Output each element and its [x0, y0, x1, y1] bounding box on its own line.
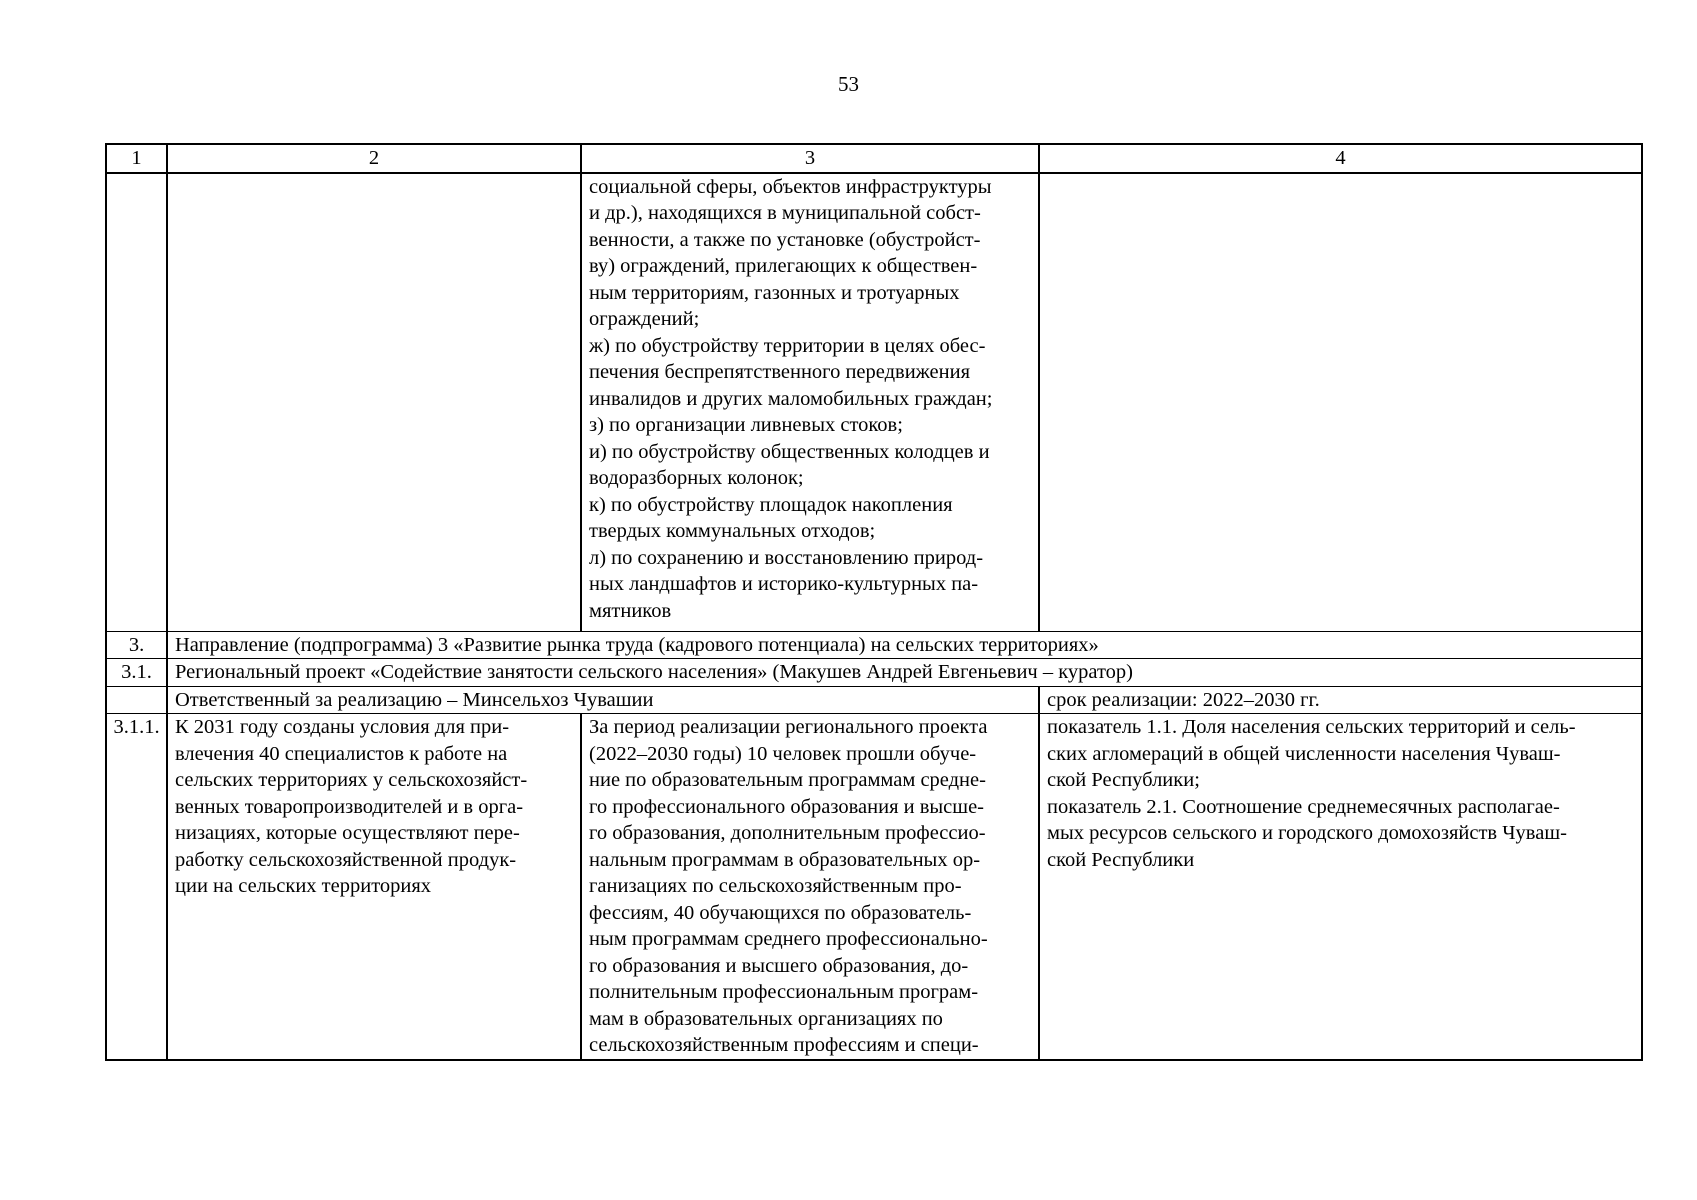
text-line: фессиям, 40 обучающихся по образователь-	[589, 901, 972, 924]
text-line: ву) ограждений, прилегающих к обществен-	[589, 255, 978, 277]
header-cell-3: 3	[581, 144, 1039, 173]
text-line: ской Республики	[1047, 848, 1195, 871]
text-line: За период реализации регионального проекта	[589, 716, 988, 738]
text-line: мам в образовательных организациях по	[589, 1007, 943, 1030]
table-row-continuation	[106, 173, 1642, 632]
text-line: ской Республики;	[1047, 769, 1200, 791]
text-line: показатель 2.1. Соотношение среднемесячных располагае-	[1047, 795, 1560, 818]
header-cell-1: 1	[106, 144, 167, 173]
table-row-task	[106, 714, 1642, 1060]
text-line: ганизациях по сельскохозяйственным про-	[589, 875, 962, 897]
text-line: и др.), находящихся в муниципальной собст-	[589, 202, 981, 224]
responsible-empty-cell	[106, 686, 167, 714]
task-result-cell	[167, 714, 581, 1060]
continuation-description-cell	[581, 173, 1039, 632]
text-line: инвалидов и других маломобильных граждан;	[589, 387, 993, 410]
text-line: венности, а также по установке (обустройст-	[589, 228, 981, 251]
text-line: К 2031 году созданы условия для при-	[175, 716, 510, 738]
table-row-project	[106, 659, 1642, 687]
responsible-executor: Ответственный за реализацию – Минсельхоз Чувашии	[167, 686, 1039, 714]
text-line: низациях, которые осуществляют пере-	[175, 822, 520, 844]
table-row-responsible	[106, 686, 1642, 714]
project-title: Региональный проект «Содействие занятости сельского населения» (Макушев Андрей Евгеньевич – куратор)	[167, 659, 1642, 687]
table-row-direction	[106, 631, 1642, 659]
text-line: ным программам среднего профессионально-	[589, 928, 988, 950]
text-line: нальным программам в образовательных ор-	[589, 848, 981, 871]
table-header-row	[106, 144, 1642, 173]
text-line: ограждений;	[589, 308, 700, 330]
continuation-number-cell	[106, 173, 167, 632]
text-line: ских агломераций в общей численности населения Чуваш-	[1047, 742, 1561, 765]
task-indicators-cell	[1039, 714, 1642, 1060]
program-table	[105, 143, 1643, 1061]
text-line: полнительным профессиональным програм-	[589, 981, 979, 1003]
text-line: показатель 1.1. Доля населения сельских территорий и сель-	[1047, 716, 1576, 738]
text-line: сельских территориях у сельскохозяйст-	[175, 769, 528, 791]
text-line: л) по сохранению и восстановлению природ-	[589, 546, 984, 569]
direction-number: 3.	[106, 631, 167, 659]
task-description-cell	[581, 714, 1039, 1060]
implementation-period: срок реализации: 2022–2030 гг.	[1039, 686, 1642, 714]
text-line: го образования, дополнительным профессио-	[589, 822, 986, 844]
text-line: печения беспрепятственного передвижения	[589, 361, 971, 383]
text-line: сельскохозяйственным профессиям и специ-	[589, 1034, 979, 1056]
task-number: 3.1.1.	[106, 714, 167, 1060]
text-line: водоразборных колонок;	[589, 467, 804, 489]
text-line: социальной сферы, объектов инфраструктуры	[589, 175, 992, 198]
text-line: ж) по обустройству территории в целях обес-	[589, 334, 986, 357]
direction-title: Направление (подпрограмма) 3 «Развитие рынка труда (кадрового потенциала) на сельских территориях»	[167, 631, 1642, 659]
header-cell-4: 4	[1039, 144, 1642, 173]
text-line: влечения 40 специалистов к работе на	[175, 742, 508, 765]
text-line: ным территориям, газонных и тротуарных	[589, 281, 960, 304]
text-line: го профессионального образования и высше-	[589, 795, 984, 818]
text-line: з) по организации ливневых стоков;	[589, 414, 903, 436]
header-cell-2: 2	[167, 144, 581, 173]
text-line: (2022–2030 годы) 10 человек прошли обуче-	[589, 742, 977, 765]
page-number: 53	[838, 72, 859, 96]
text-line: ции на сельских территориях	[175, 875, 432, 897]
project-number: 3.1.	[106, 659, 167, 687]
text-line: работку сельскохозяйственной продук-	[175, 848, 517, 871]
continuation-indicator-cell	[1039, 173, 1642, 632]
text-line: ных ландшафтов и историко-культурных па-	[589, 573, 979, 595]
text-line: венных товаропроизводителей и в орга-	[175, 795, 524, 818]
text-line: го образования и высшего образования, до-	[589, 954, 969, 977]
text-line: твердых коммунальных отходов;	[589, 520, 876, 542]
text-line: к) по обустройству площадок накопления	[589, 493, 953, 516]
text-line: ние по образовательным программам средне-	[589, 769, 986, 791]
text-line: мых ресурсов сельского и городского домохозяйств Чуваш-	[1047, 822, 1567, 844]
continuation-result-cell	[167, 173, 581, 632]
text-line: и) по обустройству общественных колодцев и	[589, 440, 990, 463]
text-line: мятников	[589, 599, 672, 622]
